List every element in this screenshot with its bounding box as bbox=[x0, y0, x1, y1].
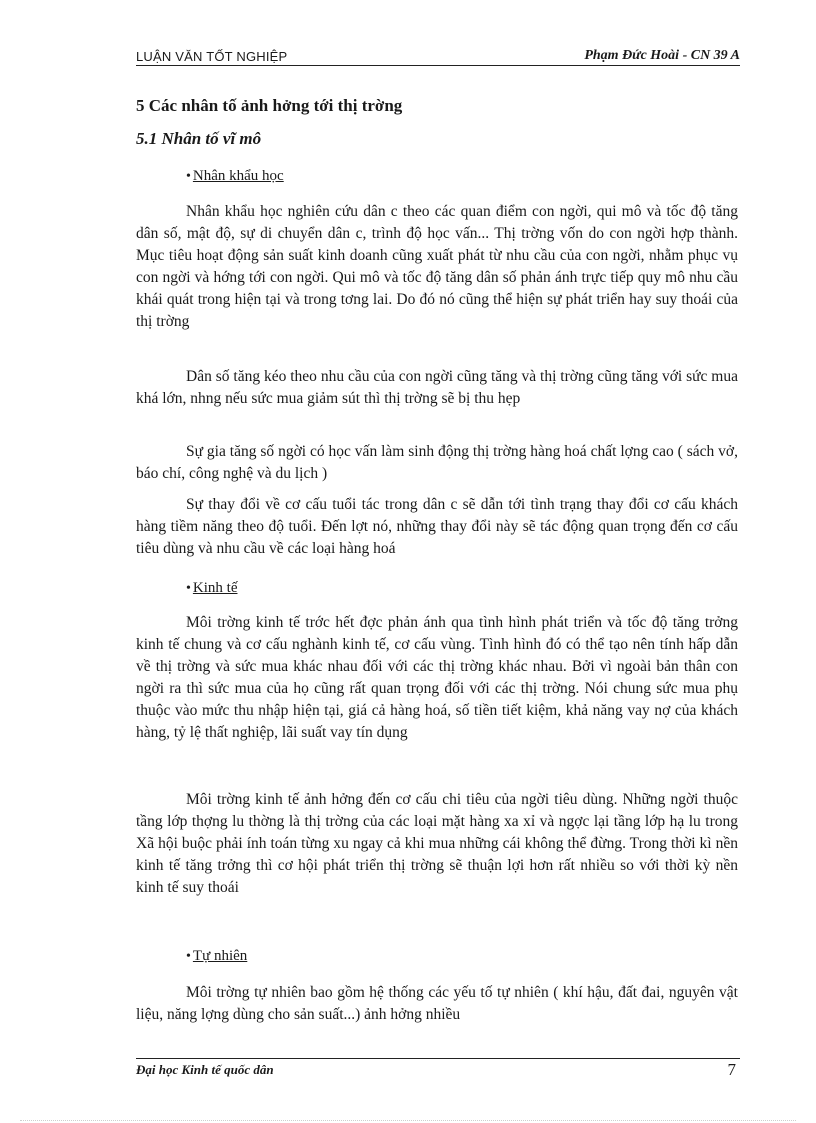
header-rule bbox=[136, 65, 740, 66]
footer-rule bbox=[136, 1058, 740, 1059]
page-edge-divider bbox=[20, 1120, 796, 1121]
paragraph: Môi trờng kinh tế trớc hết đợc phản ánh qua tình hình phát triển và tốc độ tăng trởng kinh tế chung và cơ cấu nghành kinh tế, cơ cấu vùng. Tình hình đó có thể tạo nên tính hấp dẫn về thị trờng và sức mua khác nhau đối với các thị trờng khác nhau. Bởi vì ngoài bản thân con ngời ra thì sức mua của họ cũng rất quan trọng đối với các thị trờng. Nói chung sức mua phụ thuộc vào mức thu nhập hiện tại, giá cả hàng hoá, số tiền tiết kiệm, khả năng vay nợ của khách hàng, tỷ lệ thất nghiệp, lãi suất vay tín dụng bbox=[136, 614, 738, 741]
bullet-icon: • bbox=[186, 581, 191, 596]
bullet-heading-economy bbox=[186, 580, 237, 597]
paragraph: Môi trờng tự nhiên bao gồm hệ thống các yếu tố tự nhiên ( khí hậu, đất đai, nguyên vật liệu, năng lợng dùng cho sản suất...) ảnh hởng nhiều bbox=[136, 984, 738, 1023]
bullet-label: Nhân khẩu học bbox=[192, 168, 284, 184]
paragraph: Dân số tăng kéo theo nhu cầu của con ngời cũng tăng và thị trờng cũng tăng với sức mua khá lớn, nhng nếu sức mua giảm sút thì thị trờng sẽ bị thu hẹp bbox=[136, 368, 738, 407]
paragraph: Sự gia tăng số ngời có học vấn làm sinh động thị trờng hàng hoá chất lợng cao ( sách vở, báo chí, công nghệ và du lịch ) bbox=[136, 443, 738, 482]
bullet-heading-demographics bbox=[186, 168, 284, 185]
header-author: Phạm Đức Hoài - CN 39 A bbox=[584, 48, 740, 63]
bullet-label: Kinh tế bbox=[192, 580, 238, 596]
footer-institution: Đại học Kinh tế quốc dân bbox=[136, 1062, 274, 1077]
header-title: LUẬN VĂN TỐT NGHIỆP bbox=[136, 49, 288, 64]
page-number: 7 bbox=[727, 1060, 736, 1079]
bullet-icon: • bbox=[186, 169, 191, 184]
paragraph: Môi trờng kinh tế ảnh hởng đến cơ cấu chi tiêu của ngời tiêu dùng. Những ngời thuộc tầng lớp thợng lu thờng là thị trờng của các loại mặt hàng xa xỉ và ngợc lại tầng lớp hạ lu trong Xã hội buộc phải ính toán từng xu ngay cả khi mua những cái không thể đừng. Trong thời kì nền kinh tế tăng trởng thì cơ hội phát triển thị trờng sẽ thuận lợi hơn rất nhiều so với thời kỳ nền kinh tế suy thoái bbox=[136, 791, 738, 896]
paragraph: Sự thay đổi về cơ cấu tuổi tác trong dân c sẽ dẫn tới tình trạng thay đổi cơ cấu khách hàng tiềm năng theo độ tuổi. Đến lợt nó, những thay đổi này sẽ tác động quan trọng đến cơ cấu tiêu dùng và nhu cầu về các loại hàng hoá bbox=[136, 496, 738, 557]
section-title: 5 Các nhân tố ảnh hởng tới thị trờng bbox=[136, 96, 403, 115]
paragraph: Nhân khẩu học nghiên cứu dân c theo các quan điểm con ngời, qui mô và tốc độ tăng dân số, mật độ, sự di chuyển dân c, trình độ học vấn... Thị trờng vốn do con ngời hợp thành. Mục tiêu hoạt động sản suất kinh doanh cũng xuất phát từ nhu cầu của con ngời, nhằm phục vụ con ngời và hớng tới con ngời. Qui mô và tốc độ tăng dân số phản ánh trực tiếp quy mô nhu cầu khái quát trong hiện tại và trong tơng lai. Do đó nó cũng thể hiện sự phát triển hay suy thoái của thị trờng bbox=[136, 203, 738, 330]
bullet-icon: • bbox=[186, 949, 191, 964]
page-header bbox=[136, 46, 740, 66]
subsection-title: 5.1 Nhân tố vĩ mô bbox=[136, 129, 262, 148]
page-footer bbox=[136, 1058, 740, 1080]
bullet-label: Tự nhiên bbox=[192, 948, 248, 964]
bullet-heading-nature bbox=[186, 948, 247, 965]
